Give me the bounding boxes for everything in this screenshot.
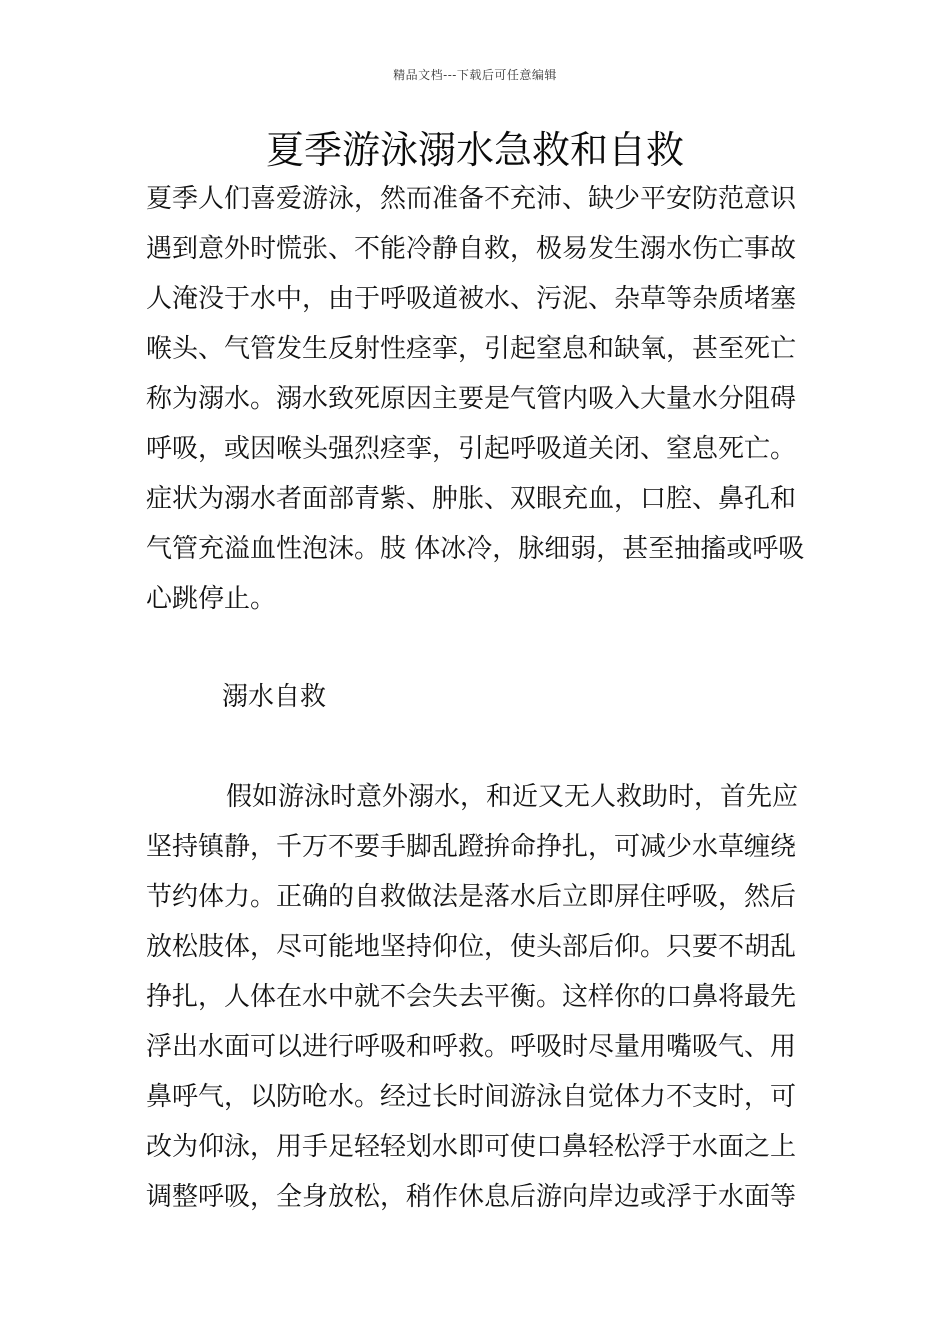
page-header: 精品文档---下载后可任意编辑: [393, 68, 557, 82]
paragraph-line: 节约体力。正确的自救做法是落水后立即屏住呼吸，然后: [146, 882, 797, 912]
paragraph-line: 夏季人们喜爱游泳，然而准备不充沛、缺少平安防范意识: [146, 184, 797, 214]
paragraph-line: 症状为溺水者面部青紫、肿胀、双眼充血，口腔、鼻孔和: [146, 484, 797, 514]
paragraph-line: 挣扎，人体在水中就不会失去平衡。这样你的口鼻将最先: [146, 982, 797, 1012]
paragraph-line: 改为仰泳，用手足轻轻划水即可使口鼻轻松浮于水面之上: [146, 1132, 797, 1162]
paragraph-line: 喉头、气管发生反射性痉挛，引起窒息和缺氧，甚至死亡: [146, 334, 797, 364]
paragraph-line: 气管充溢血性泡沫。肢 体冰冷，脉细弱，甚至抽搐或呼吸: [146, 534, 805, 564]
paragraph-line: 鼻呼气，以防呛水。经过长时间游泳自觉体力不支时，可: [146, 1082, 797, 1112]
paragraph-line: 心跳停止。: [146, 584, 277, 614]
paragraph-line: 假如游泳时意外溺水，和近又无人救助时，首先应: [226, 782, 799, 812]
paragraph-line: 人淹没于水中，由于呼吸道被水、污泥、杂草等杂质堵塞: [146, 284, 797, 314]
paragraph-line: 称为溺水。溺水致死原因主要是气管内吸入大量水分阻碍: [146, 384, 797, 414]
paragraph-line: 浮出水面可以进行呼吸和呼救。呼吸时尽量用嘴吸气、用: [146, 1032, 797, 1062]
paragraph-line: 调整呼吸，全身放松，稍作休息后游向岸边或浮于水面等: [146, 1182, 797, 1212]
section-heading: 溺水自救: [222, 682, 327, 712]
paragraph-line: 坚持镇静，千万不要手脚乱蹬拚命挣扎，可减少水草缠绕: [146, 832, 797, 862]
paragraph-line: 呼吸，或因喉头强烈痉挛，引起呼吸道关闭、窒息死亡。: [146, 434, 797, 464]
paragraph-line: 放松肢体，尽可能地坚持仰位，使头部后仰。只要不胡乱: [146, 932, 797, 962]
document-title: 夏季游泳溺水急救和自救: [265, 128, 684, 172]
paragraph-line: 遇到意外时慌张、不能冷静自救，极易发生溺水伤亡事故: [146, 234, 797, 264]
